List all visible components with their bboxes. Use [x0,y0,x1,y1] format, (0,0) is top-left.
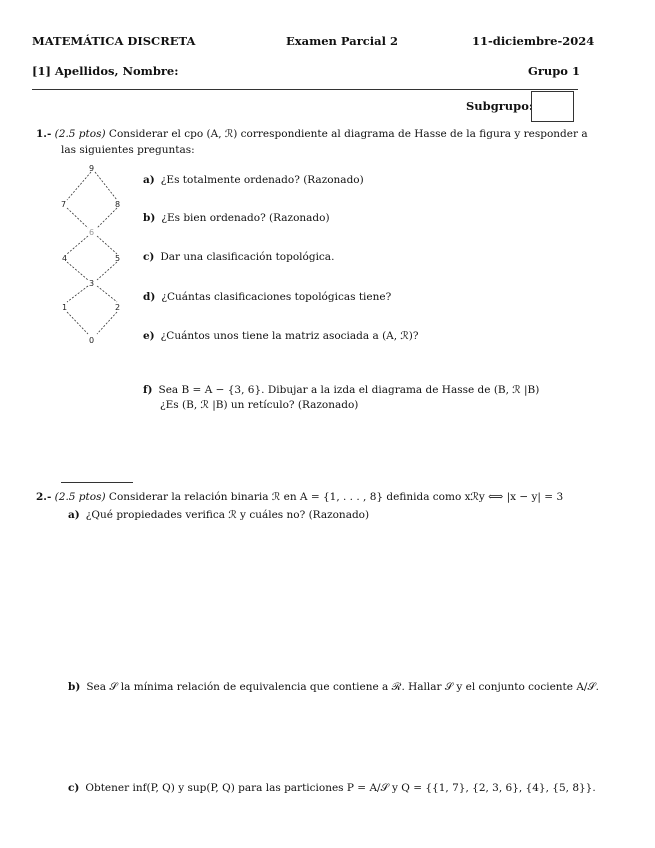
node-2: 2 [115,303,121,312]
node-0: 0 [89,336,95,345]
q2-item-c: c) Obtener inf(P, Q) y sup(P, Q) para las particiones P = A/𝒮 y Q = {{1, 7}, {2, 3, 6}, {4}, {5, 8}}. [68,782,596,794]
group-label: Grupo 1 [528,64,580,78]
q1-number: 1.- [36,128,52,140]
edge-3-1 [67,286,88,302]
node-3: 3 [89,279,95,288]
q1-item-f-line2: ¿Es (B, ℛ |B) un retículo? (Razonado) [160,399,359,411]
node-5: 5 [115,254,121,263]
edge-5-3 [97,262,117,280]
section-divider [61,482,133,483]
edge-9-7 [67,172,91,200]
edge-7-6 [67,208,88,228]
exam-title: Examen Parcial 2 [286,34,398,48]
course-title: MATEMÁTICA DISCRETA [32,34,196,48]
node-7: 7 [61,200,67,209]
q1-item-a: a) ¿Es totalmente ordenado? (Razonado) [143,174,364,186]
q1-points: (2.5 ptos) [54,128,106,140]
q2-item-b: b) Sea 𝒮 la mínima relación de equivalencia que contiene a ℛ. Hallar 𝒮 y el conjunto cociente A/𝒮. [68,681,599,693]
q2-heading [36,491,563,503]
edge-6-4 [67,236,88,254]
q1-item-e: e) ¿Cuántos unos tiene la matriz asociada a (A, ℛ)? [143,330,419,342]
hasse-diagram [55,160,140,350]
edge-8-6 [97,208,117,228]
edge-4-3 [67,262,88,280]
edge-3-2 [97,286,117,302]
q2-points: (2.5 ptos) [54,491,106,503]
header-divider [32,89,578,90]
edge-1-0 [67,312,88,334]
edge-2-0 [97,312,117,334]
q2-number: 2.- [36,491,52,503]
node-6: 6 [89,228,95,237]
node-4: 4 [62,254,68,263]
q1-intro-line1: Considerar el cpo (A, ℛ) correspondiente al diagrama de Hasse de la figura y responder a [108,128,588,140]
q1-item-c: c) Dar una clasificación topológica. [143,251,335,263]
name-label: [1] Apellidos, Nombre: [32,64,179,78]
q1-item-f: f) Sea B = A − {3, 6}. Dibujar a la izda el diagrama de Hasse de (B, ℛ |B) [143,384,540,396]
q1-item-b: b) ¿Es bien ordenado? (Razonado) [143,212,330,224]
q1-intro-line2: las siguientes preguntas: [61,144,195,156]
q2-item-a: a) ¿Qué propiedades verifica ℛ y cuáles no? (Razonado) [68,509,370,521]
exam-date: 11-diciembre-2024 [472,34,595,48]
node-8: 8 [115,200,121,209]
q2-intro: Considerar la relación binaria ℛ en A = {1, . . . , 8} definida como xℛy ⟺ |x − y| = 3 [108,491,564,503]
subgroup-input-box[interactable] [531,91,574,122]
node-9: 9 [89,164,95,173]
subgroup-label: Subgrupo: [466,99,534,113]
edge-9-8 [95,172,117,200]
q1-heading [36,128,588,140]
edge-6-5 [97,236,117,254]
q1-item-d: d) ¿Cuántas clasificaciones topológicas tiene? [143,291,392,303]
node-1: 1 [62,303,68,312]
